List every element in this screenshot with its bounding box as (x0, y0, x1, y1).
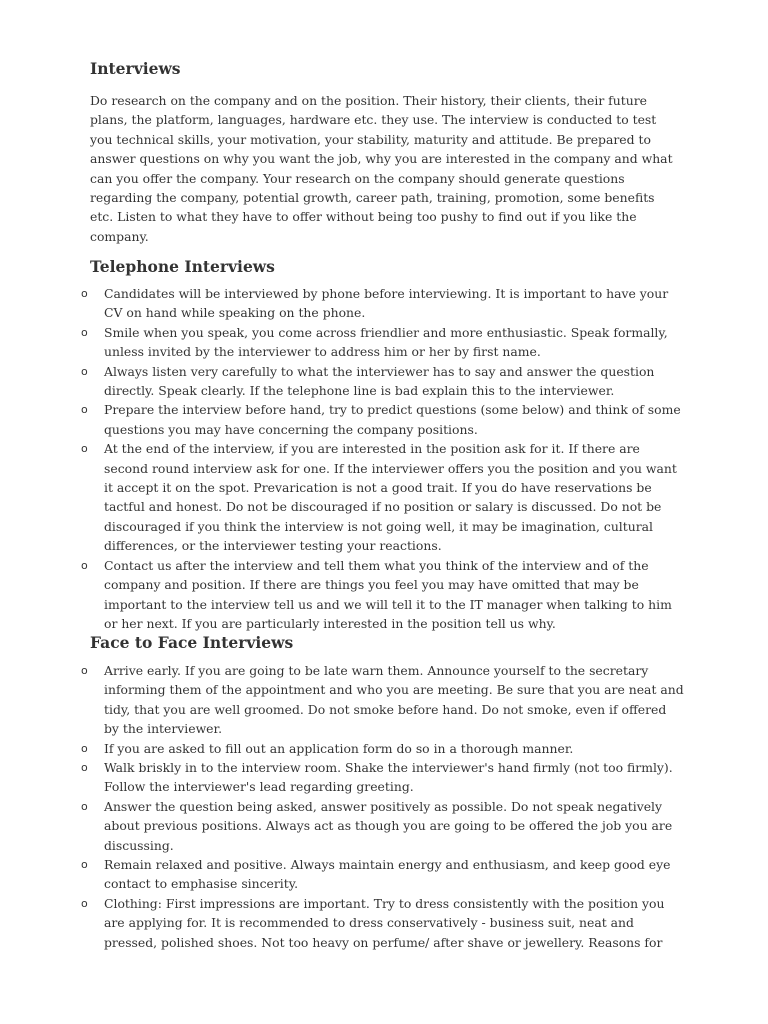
list-item-text: Always listen very carefully to what the interviewer has to say and answer the question directly. Speak clearly. If the telephone line is bad explain this to the interviewer. (104, 363, 655, 399)
list-item (0, 739, 684, 758)
list-item-text: Arrive early. If you are going to be late warn them. Announce yourself to the secretary informing them of the appointment and who you are meeting. Be sure that you are neat and tidy, that you are well groomed. Do not smoke before hand. Do not smoke, even if offered by the interviewer. (104, 663, 684, 737)
list-item-text: Contact us after the interview and tell them what you think of the interview and of the company and position. If there are things you feel you may have omitted that may be important to the interview tell us and we will tell it to the IT manager when talking to him or her next. If you are particularly interested in the position tell us why. (104, 557, 672, 631)
list-item (0, 797, 684, 855)
bullet-marker: o (81, 364, 88, 378)
list-item (0, 758, 684, 797)
bullet-marker: o (81, 558, 88, 572)
list-item-text: If you are asked to fill out an application form do so in a thorough manner. (104, 740, 574, 756)
list-item (0, 400, 684, 439)
list-item (0, 661, 684, 739)
list-item (0, 323, 684, 362)
bullet-marker: o (81, 741, 88, 755)
list-item-text: Smile when you speak, you come across friendlier and more enthusiastic. Speak formally, unless invited by the interviewer to address him or her by first name. (104, 324, 668, 360)
list-item-text: Answer the question being asked, answer positively as possible. Do not speak negatively about previous positions. Always act as though you are going to be offered the job you are discussing. (104, 798, 673, 853)
bullet-marker: o (81, 664, 88, 677)
list-item-text: Walk briskly in to the interview room. Shake the interviewer's hand firmly (not too firmly). Follow the interviewer's lead regarding greeting. (104, 760, 673, 795)
list-item-text: Prepare the interview before hand, try to predict questions (some below) and think of some questions you may have concerning the company positions. (104, 402, 681, 437)
list-item-text: Clothing: First impressions are important. Try to dress consistently with the position you are applying for. It is recommended to dress conservatively - business suit, neat and pressed, polished shoes. Not too heavy on perfume/ after shave or jewellery. Reasons for (104, 895, 665, 950)
heading-face-to-face-interviews: Face to Face Interviews (90, 633, 294, 652)
bullet-marker: o (81, 403, 88, 417)
list-item-text: At the end of the interview, if you are interested in the position ask for it. If there are second round interview ask for one. If the interviewer offers you the position and you want it accept it on the spot. Prevarication is not a good trait. If you do have reservations be tactful and honest. Do not be discouraged if no position or salary is discussed. Do not be discouraged if you think the interview is not going well, it may be imagination, cultural differences, or the interviewer testing your reactions. (104, 441, 677, 554)
bullet-marker: o (81, 799, 88, 813)
bullet-marker: o (81, 442, 88, 456)
list-item (0, 894, 684, 952)
bullet-marker: o (81, 287, 88, 300)
list-telephone-interviews (0, 284, 768, 633)
list-face-to-face-interviews (0, 661, 768, 952)
list-item (0, 556, 684, 634)
bullet-marker: o (81, 858, 88, 872)
list-item-text: Candidates will be interviewed by phone before interviewing. It is important to have your CV on hand while speaking on the phone. (104, 286, 669, 321)
heading-interviews: Interviews (90, 59, 181, 78)
list-item (0, 855, 684, 894)
bullet-marker: o (81, 325, 88, 339)
bullet-marker: o (81, 761, 88, 775)
paragraph-interviews: Do research on the company and on the position. Their history, their clients, their future plans, the platform, languages, hardware etc. they use. The interview is conducted to test you technical skills, your motivation, your stability, maturity and attitude. Be prepared to answer questions on why you want the job, why you are interested in the company and what can you offer the company. Your research on the company should generate questions regarding the company, potential growth, career path, training, promotion, some benefits etc. Listen to what they have to offer without being too pushy to find out if you like the company. (90, 93, 673, 244)
heading-telephone-interviews: Telephone Interviews (90, 257, 275, 276)
list-item (0, 362, 684, 401)
list-item (0, 284, 684, 323)
list-item (0, 439, 684, 555)
bullet-marker: o (81, 896, 88, 910)
list-item-text: Remain relaxed and positive. Always maintain energy and enthusiasm, and keep good eye contact to emphasise sincerity. (104, 857, 671, 892)
